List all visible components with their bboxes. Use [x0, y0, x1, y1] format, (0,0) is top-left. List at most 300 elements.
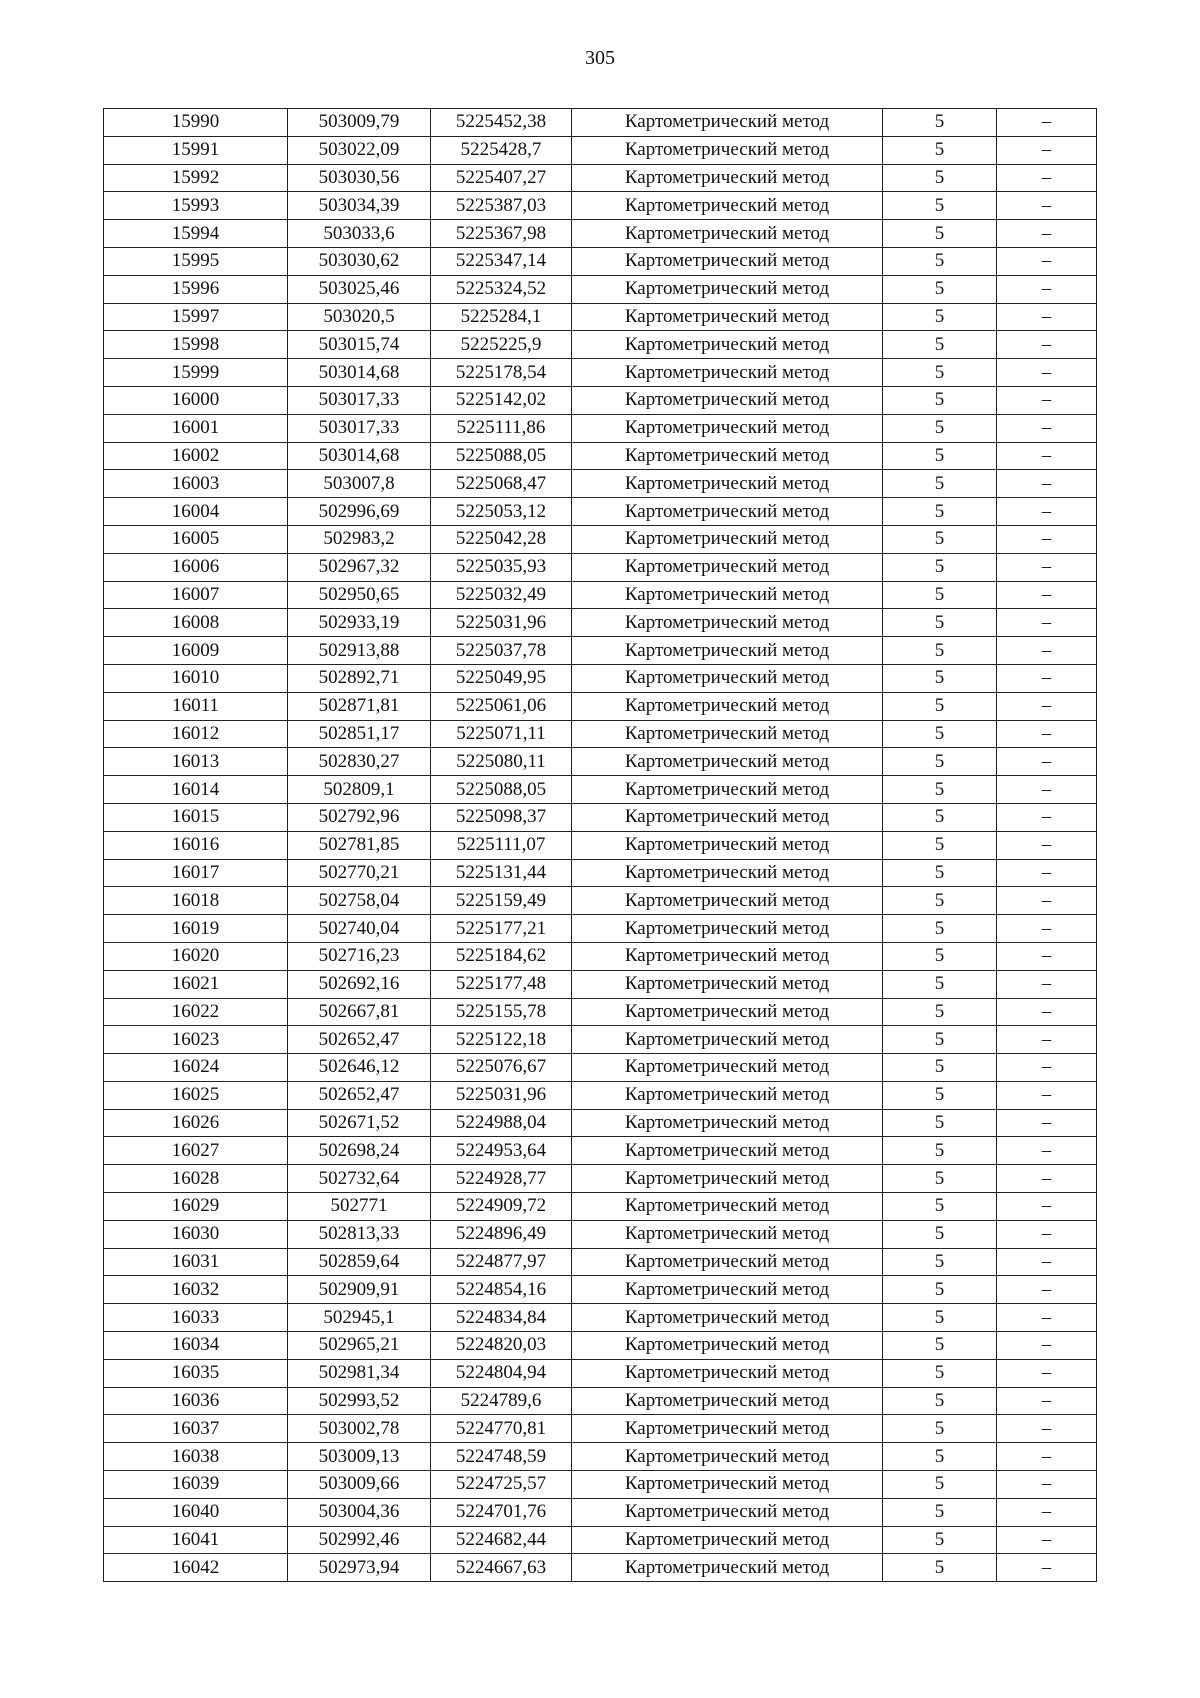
point-number-cell: 15994 — [104, 220, 288, 248]
method-cell: Картометрический метод — [572, 664, 883, 692]
y-coordinate-cell: 5225111,07 — [431, 831, 572, 859]
method-cell: Картометрический метод — [572, 1471, 883, 1499]
page-number: 305 — [585, 47, 615, 69]
table-row — [104, 1332, 1097, 1360]
x-coordinate-cell: 502996,69 — [288, 498, 431, 526]
note-cell: – — [997, 1109, 1097, 1137]
y-coordinate-cell: 5225324,52 — [431, 275, 572, 303]
table-row — [104, 136, 1097, 164]
x-coordinate-cell: 502667,81 — [288, 998, 431, 1026]
point-number-cell: 16018 — [104, 887, 288, 915]
method-cell: Картометрический метод — [572, 136, 883, 164]
x-coordinate-cell: 502973,94 — [288, 1554, 431, 1582]
y-coordinate-cell: 5225111,86 — [431, 414, 572, 442]
x-coordinate-cell: 502770,21 — [288, 859, 431, 887]
method-cell: Картометрический метод — [572, 247, 883, 275]
y-coordinate-cell: 5225225,9 — [431, 331, 572, 359]
table-row — [104, 1137, 1097, 1165]
note-cell: – — [997, 1332, 1097, 1360]
note-cell: – — [997, 359, 1097, 387]
y-coordinate-cell: 5225049,95 — [431, 664, 572, 692]
method-cell: Картометрический метод — [572, 803, 883, 831]
y-coordinate-cell: 5224701,76 — [431, 1498, 572, 1526]
y-coordinate-cell: 5224953,64 — [431, 1137, 572, 1165]
note-cell: – — [997, 164, 1097, 192]
note-cell: – — [997, 498, 1097, 526]
y-coordinate-cell: 5225076,67 — [431, 1054, 572, 1082]
note-cell: – — [997, 470, 1097, 498]
x-coordinate-cell: 502652,47 — [288, 1026, 431, 1054]
method-cell: Картометрический метод — [572, 1304, 883, 1332]
table-row — [104, 525, 1097, 553]
accuracy-cell: 5 — [883, 470, 997, 498]
table-row — [104, 664, 1097, 692]
method-cell: Картометрический метод — [572, 386, 883, 414]
x-coordinate-cell: 503033,6 — [288, 220, 431, 248]
point-number-cell: 16022 — [104, 998, 288, 1026]
y-coordinate-cell: 5225031,96 — [431, 609, 572, 637]
table-row — [104, 275, 1097, 303]
y-coordinate-cell: 5225178,54 — [431, 359, 572, 387]
table-row — [104, 720, 1097, 748]
x-coordinate-cell: 502646,12 — [288, 1054, 431, 1082]
method-cell: Картометрический метод — [572, 1081, 883, 1109]
table-row — [104, 1415, 1097, 1443]
point-number-cell: 16040 — [104, 1498, 288, 1526]
y-coordinate-cell: 5225061,06 — [431, 692, 572, 720]
point-number-cell: 16016 — [104, 831, 288, 859]
table-row — [104, 414, 1097, 442]
x-coordinate-cell: 503004,36 — [288, 1498, 431, 1526]
accuracy-cell: 5 — [883, 664, 997, 692]
point-number-cell: 16010 — [104, 664, 288, 692]
note-cell: – — [997, 1054, 1097, 1082]
point-number-cell: 16013 — [104, 748, 288, 776]
point-number-cell: 16009 — [104, 637, 288, 665]
x-coordinate-cell: 502781,85 — [288, 831, 431, 859]
point-number-cell: 15992 — [104, 164, 288, 192]
accuracy-cell: 5 — [883, 1304, 997, 1332]
method-cell: Картометрический метод — [572, 331, 883, 359]
y-coordinate-cell: 5224725,57 — [431, 1471, 572, 1499]
point-number-cell: 16015 — [104, 803, 288, 831]
accuracy-cell: 5 — [883, 192, 997, 220]
accuracy-cell: 5 — [883, 748, 997, 776]
note-cell: – — [997, 303, 1097, 331]
point-number-cell: 16011 — [104, 692, 288, 720]
y-coordinate-cell: 5225177,48 — [431, 970, 572, 998]
x-coordinate-cell: 502740,04 — [288, 915, 431, 943]
y-coordinate-cell: 5225142,02 — [431, 386, 572, 414]
y-coordinate-cell: 5224748,59 — [431, 1443, 572, 1471]
table-row — [104, 331, 1097, 359]
table-row — [104, 609, 1097, 637]
note-cell: – — [997, 831, 1097, 859]
table-row — [104, 1498, 1097, 1526]
table-row — [104, 1554, 1097, 1582]
y-coordinate-cell: 5225098,37 — [431, 803, 572, 831]
accuracy-cell: 5 — [883, 498, 997, 526]
table-row — [104, 692, 1097, 720]
accuracy-cell: 5 — [883, 303, 997, 331]
method-cell: Картометрический метод — [572, 220, 883, 248]
table-row — [104, 803, 1097, 831]
point-number-cell: 16000 — [104, 386, 288, 414]
accuracy-cell: 5 — [883, 1248, 997, 1276]
method-cell: Картометрический метод — [572, 192, 883, 220]
note-cell: – — [997, 247, 1097, 275]
y-coordinate-cell: 5225159,49 — [431, 887, 572, 915]
method-cell: Картометрический метод — [572, 1248, 883, 1276]
y-coordinate-cell: 5225035,93 — [431, 553, 572, 581]
x-coordinate-cell: 502851,17 — [288, 720, 431, 748]
method-cell: Картометрический метод — [572, 1526, 883, 1554]
point-number-cell: 15991 — [104, 136, 288, 164]
point-number-cell: 16003 — [104, 470, 288, 498]
method-cell: Картометрический метод — [572, 720, 883, 748]
method-cell: Картометрический метод — [572, 1220, 883, 1248]
accuracy-cell: 5 — [883, 331, 997, 359]
table-row — [104, 942, 1097, 970]
method-cell: Картометрический метод — [572, 998, 883, 1026]
x-coordinate-cell: 502913,88 — [288, 637, 431, 665]
x-coordinate-cell: 503034,39 — [288, 192, 431, 220]
table-row — [104, 192, 1097, 220]
point-number-cell: 16036 — [104, 1387, 288, 1415]
table-row — [104, 386, 1097, 414]
x-coordinate-cell: 503025,46 — [288, 275, 431, 303]
note-cell: – — [997, 220, 1097, 248]
method-cell: Картометрический метод — [572, 942, 883, 970]
x-coordinate-cell: 503014,68 — [288, 442, 431, 470]
x-coordinate-cell: 503009,66 — [288, 1471, 431, 1499]
y-coordinate-cell: 5224854,16 — [431, 1276, 572, 1304]
table-row — [104, 1193, 1097, 1221]
method-cell: Картометрический метод — [572, 359, 883, 387]
table-row — [104, 1054, 1097, 1082]
note-cell: – — [997, 887, 1097, 915]
x-coordinate-cell: 502716,23 — [288, 942, 431, 970]
point-number-cell: 16032 — [104, 1276, 288, 1304]
x-coordinate-cell: 502692,16 — [288, 970, 431, 998]
x-coordinate-cell: 503017,33 — [288, 414, 431, 442]
note-cell: – — [997, 1165, 1097, 1193]
y-coordinate-cell: 5225088,05 — [431, 776, 572, 804]
method-cell: Картометрический метод — [572, 525, 883, 553]
y-coordinate-cell: 5225387,03 — [431, 192, 572, 220]
y-coordinate-cell: 5225407,27 — [431, 164, 572, 192]
note-cell: – — [997, 275, 1097, 303]
point-number-cell: 15996 — [104, 275, 288, 303]
table-row — [104, 1471, 1097, 1499]
point-number-cell: 15997 — [104, 303, 288, 331]
note-cell: – — [997, 1081, 1097, 1109]
table-row — [104, 1387, 1097, 1415]
x-coordinate-cell: 502652,47 — [288, 1081, 431, 1109]
accuracy-cell: 5 — [883, 442, 997, 470]
accuracy-cell: 5 — [883, 803, 997, 831]
accuracy-cell: 5 — [883, 386, 997, 414]
x-coordinate-cell: 502732,64 — [288, 1165, 431, 1193]
point-number-cell: 16024 — [104, 1054, 288, 1082]
y-coordinate-cell: 5225284,1 — [431, 303, 572, 331]
point-number-cell: 16038 — [104, 1443, 288, 1471]
note-cell: – — [997, 776, 1097, 804]
x-coordinate-cell: 503007,8 — [288, 470, 431, 498]
y-coordinate-cell: 5224820,03 — [431, 1332, 572, 1360]
table-row — [104, 1304, 1097, 1332]
note-cell: – — [997, 998, 1097, 1026]
x-coordinate-cell: 502871,81 — [288, 692, 431, 720]
x-coordinate-cell: 503015,74 — [288, 331, 431, 359]
x-coordinate-cell: 503002,78 — [288, 1415, 431, 1443]
y-coordinate-cell: 5224667,63 — [431, 1554, 572, 1582]
point-number-cell: 16041 — [104, 1526, 288, 1554]
accuracy-cell: 5 — [883, 1443, 997, 1471]
y-coordinate-cell: 5225347,14 — [431, 247, 572, 275]
table-row — [104, 303, 1097, 331]
method-cell: Картометрический метод — [572, 1443, 883, 1471]
x-coordinate-cell: 502981,34 — [288, 1359, 431, 1387]
accuracy-cell: 5 — [883, 1526, 997, 1554]
note-cell: – — [997, 1443, 1097, 1471]
method-cell: Картометрический метод — [572, 1165, 883, 1193]
note-cell: – — [997, 192, 1097, 220]
x-coordinate-cell: 502965,21 — [288, 1332, 431, 1360]
point-number-cell: 15995 — [104, 247, 288, 275]
method-cell: Картометрический метод — [572, 1193, 883, 1221]
accuracy-cell: 5 — [883, 1081, 997, 1109]
x-coordinate-cell: 503017,33 — [288, 386, 431, 414]
y-coordinate-cell: 5224804,94 — [431, 1359, 572, 1387]
accuracy-cell: 5 — [883, 1137, 997, 1165]
method-cell: Картометрический метод — [572, 692, 883, 720]
accuracy-cell: 5 — [883, 1276, 997, 1304]
method-cell: Картометрический метод — [572, 1359, 883, 1387]
x-coordinate-cell: 502671,52 — [288, 1109, 431, 1137]
y-coordinate-cell: 5225122,18 — [431, 1026, 572, 1054]
method-cell: Картометрический метод — [572, 915, 883, 943]
y-coordinate-cell: 5225131,44 — [431, 859, 572, 887]
note-cell: – — [997, 1026, 1097, 1054]
table-row — [104, 1165, 1097, 1193]
y-coordinate-cell: 5225068,47 — [431, 470, 572, 498]
note-cell: – — [997, 720, 1097, 748]
table-row — [104, 859, 1097, 887]
x-coordinate-cell: 502967,32 — [288, 553, 431, 581]
method-cell: Картометрический метод — [572, 275, 883, 303]
point-number-cell: 16008 — [104, 609, 288, 637]
table-row — [104, 220, 1097, 248]
note-cell: – — [997, 414, 1097, 442]
y-coordinate-cell: 5224896,49 — [431, 1220, 572, 1248]
note-cell: – — [997, 692, 1097, 720]
method-cell: Картометрический метод — [572, 109, 883, 137]
point-number-cell: 16019 — [104, 915, 288, 943]
note-cell: – — [997, 1304, 1097, 1332]
point-number-cell: 16005 — [104, 525, 288, 553]
accuracy-cell: 5 — [883, 1054, 997, 1082]
method-cell: Картометрический метод — [572, 1554, 883, 1582]
accuracy-cell: 5 — [883, 220, 997, 248]
note-cell: – — [997, 1359, 1097, 1387]
method-cell: Картометрический метод — [572, 1054, 883, 1082]
point-number-cell: 16004 — [104, 498, 288, 526]
accuracy-cell: 5 — [883, 970, 997, 998]
y-coordinate-cell: 5225071,11 — [431, 720, 572, 748]
accuracy-cell: 5 — [883, 581, 997, 609]
y-coordinate-cell: 5225155,78 — [431, 998, 572, 1026]
y-coordinate-cell: 5225088,05 — [431, 442, 572, 470]
x-coordinate-cell: 502945,1 — [288, 1304, 431, 1332]
point-number-cell: 15990 — [104, 109, 288, 137]
note-cell: – — [997, 637, 1097, 665]
accuracy-cell: 5 — [883, 1554, 997, 1582]
note-cell: – — [997, 803, 1097, 831]
table-row — [104, 831, 1097, 859]
point-number-cell: 16028 — [104, 1165, 288, 1193]
table-row — [104, 581, 1097, 609]
x-coordinate-cell: 502950,65 — [288, 581, 431, 609]
accuracy-cell: 5 — [883, 247, 997, 275]
note-cell: – — [997, 553, 1097, 581]
note-cell: – — [997, 386, 1097, 414]
x-coordinate-cell: 503014,68 — [288, 359, 431, 387]
table-row — [104, 637, 1097, 665]
point-number-cell: 15998 — [104, 331, 288, 359]
point-number-cell: 16034 — [104, 1332, 288, 1360]
accuracy-cell: 5 — [883, 414, 997, 442]
note-cell: – — [997, 109, 1097, 137]
accuracy-cell: 5 — [883, 1332, 997, 1360]
x-coordinate-cell: 502933,19 — [288, 609, 431, 637]
method-cell: Картометрический метод — [572, 887, 883, 915]
accuracy-cell: 5 — [883, 1165, 997, 1193]
accuracy-cell: 5 — [883, 1109, 997, 1137]
point-number-cell: 16033 — [104, 1304, 288, 1332]
accuracy-cell: 5 — [883, 164, 997, 192]
table-row — [104, 1276, 1097, 1304]
point-number-cell: 16042 — [104, 1554, 288, 1582]
accuracy-cell: 5 — [883, 1193, 997, 1221]
note-cell: – — [997, 664, 1097, 692]
method-cell: Картометрический метод — [572, 1026, 883, 1054]
table-row — [104, 748, 1097, 776]
table-row — [104, 776, 1097, 804]
method-cell: Картометрический метод — [572, 1387, 883, 1415]
point-number-cell: 16029 — [104, 1193, 288, 1221]
accuracy-cell: 5 — [883, 553, 997, 581]
accuracy-cell: 5 — [883, 1359, 997, 1387]
method-cell: Картометрический метод — [572, 498, 883, 526]
table-row — [104, 1026, 1097, 1054]
x-coordinate-cell: 502909,91 — [288, 1276, 431, 1304]
y-coordinate-cell: 5224789,6 — [431, 1387, 572, 1415]
x-coordinate-cell: 502993,52 — [288, 1387, 431, 1415]
note-cell: – — [997, 748, 1097, 776]
accuracy-cell: 5 — [883, 275, 997, 303]
table-row — [104, 970, 1097, 998]
point-number-cell: 16006 — [104, 553, 288, 581]
x-coordinate-cell: 502830,27 — [288, 748, 431, 776]
x-coordinate-cell: 503022,09 — [288, 136, 431, 164]
point-number-cell: 16031 — [104, 1248, 288, 1276]
method-cell: Картометрический метод — [572, 303, 883, 331]
coordinates-table-body — [104, 109, 1097, 1582]
accuracy-cell: 5 — [883, 136, 997, 164]
note-cell: – — [997, 1220, 1097, 1248]
table-row — [104, 109, 1097, 137]
table-row — [104, 1081, 1097, 1109]
point-number-cell: 16037 — [104, 1415, 288, 1443]
table-row — [104, 1359, 1097, 1387]
point-number-cell: 16025 — [104, 1081, 288, 1109]
method-cell: Картометрический метод — [572, 1137, 883, 1165]
x-coordinate-cell: 503020,5 — [288, 303, 431, 331]
point-number-cell: 15993 — [104, 192, 288, 220]
point-number-cell: 16027 — [104, 1137, 288, 1165]
note-cell: – — [997, 581, 1097, 609]
y-coordinate-cell: 5225042,28 — [431, 525, 572, 553]
point-number-cell: 16030 — [104, 1220, 288, 1248]
table-row — [104, 442, 1097, 470]
x-coordinate-cell: 503030,62 — [288, 247, 431, 275]
table-row — [104, 164, 1097, 192]
table-row — [104, 1248, 1097, 1276]
method-cell: Картометрический метод — [572, 776, 883, 804]
note-cell: – — [997, 1526, 1097, 1554]
y-coordinate-cell: 5224834,84 — [431, 1304, 572, 1332]
method-cell: Картометрический метод — [572, 1332, 883, 1360]
note-cell: – — [997, 331, 1097, 359]
method-cell: Картометрический метод — [572, 581, 883, 609]
y-coordinate-cell: 5224770,81 — [431, 1415, 572, 1443]
x-coordinate-cell: 502771 — [288, 1193, 431, 1221]
accuracy-cell: 5 — [883, 915, 997, 943]
method-cell: Картометрический метод — [572, 970, 883, 998]
method-cell: Картометрический метод — [572, 609, 883, 637]
note-cell: – — [997, 1193, 1097, 1221]
method-cell: Картометрический метод — [572, 1498, 883, 1526]
y-coordinate-cell: 5224988,04 — [431, 1109, 572, 1137]
accuracy-cell: 5 — [883, 859, 997, 887]
accuracy-cell: 5 — [883, 109, 997, 137]
point-number-cell: 15999 — [104, 359, 288, 387]
note-cell: – — [997, 136, 1097, 164]
y-coordinate-cell: 5225177,21 — [431, 915, 572, 943]
point-number-cell: 16012 — [104, 720, 288, 748]
x-coordinate-cell: 502698,24 — [288, 1137, 431, 1165]
x-coordinate-cell: 502983,2 — [288, 525, 431, 553]
method-cell: Картометрический метод — [572, 553, 883, 581]
note-cell: – — [997, 1415, 1097, 1443]
accuracy-cell: 5 — [883, 359, 997, 387]
table-row — [104, 247, 1097, 275]
accuracy-cell: 5 — [883, 525, 997, 553]
y-coordinate-cell: 5225452,38 — [431, 109, 572, 137]
accuracy-cell: 5 — [883, 609, 997, 637]
point-number-cell: 16023 — [104, 1026, 288, 1054]
method-cell: Картометрический метод — [572, 859, 883, 887]
x-coordinate-cell: 502809,1 — [288, 776, 431, 804]
accuracy-cell: 5 — [883, 1498, 997, 1526]
table-row — [104, 915, 1097, 943]
y-coordinate-cell: 5224909,72 — [431, 1193, 572, 1221]
accuracy-cell: 5 — [883, 637, 997, 665]
x-coordinate-cell: 503009,79 — [288, 109, 431, 137]
table-row — [104, 1109, 1097, 1137]
note-cell: – — [997, 1554, 1097, 1582]
